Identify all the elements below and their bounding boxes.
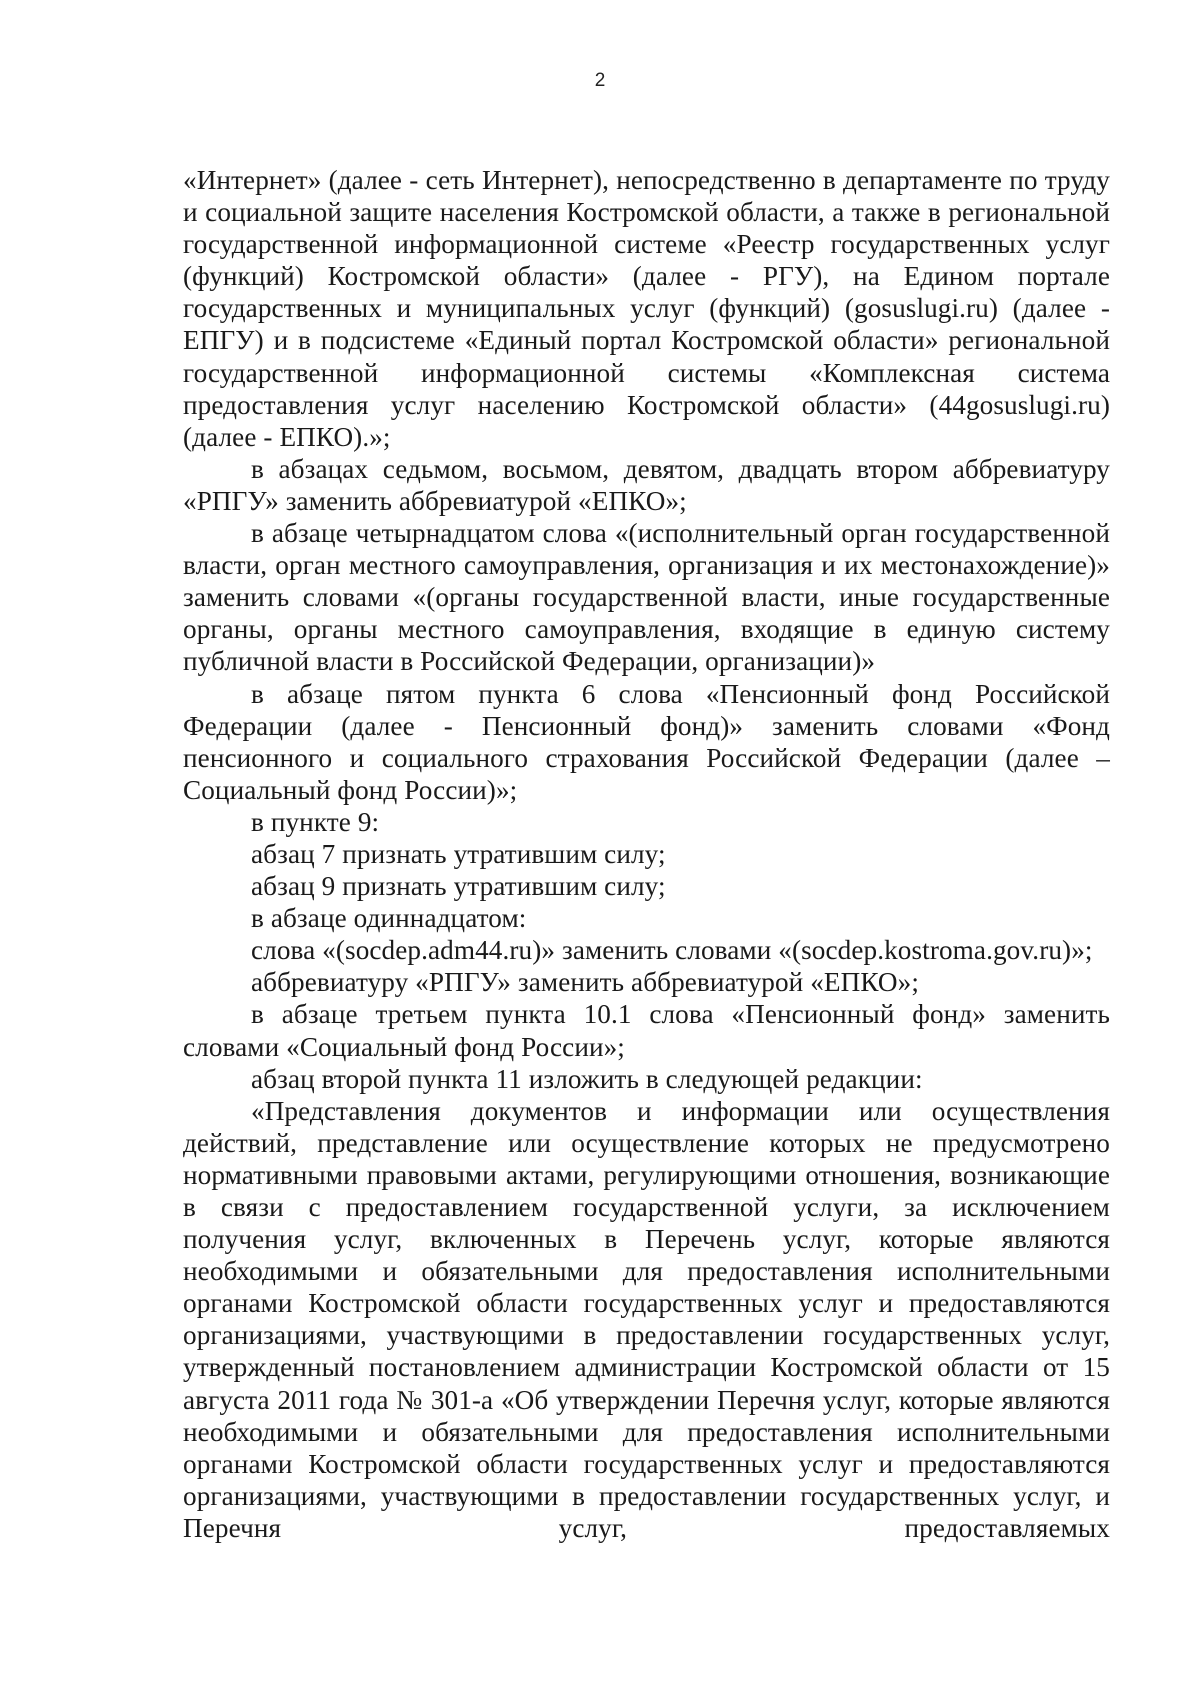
page-number: 2 [594, 70, 606, 91]
paragraph-abzac-7: абзац 7 признать утратившим силу; [251, 838, 666, 869]
paragraph-pension-fund: в абзаце пятом пункта 6 слова «Пенсионный фонд Российской Федерации (далее - Пенсионный фонд)» заменить словами «Фонд пенсионного и социального страхования Российской Федерации (далее – Социальный фонд России)»; [183, 678, 1110, 805]
paragraph-abbreviation-rpgu: в абзацах седьмом, восьмом, девятом, двадцать втором аббревиатуру «РПГУ» заменить аббревиатурой «ЕПКО»; [183, 453, 1110, 516]
paragraph-abbreviation-epko: аббревиатуру «РПГУ» заменить аббревиатурой «ЕПКО»; [251, 967, 919, 998]
paragraph-point-10-1: в абзаце третьем пункта 10.1 слова «Пенсионный фонд» заменить словами «Социальный фонд России»; [183, 999, 1110, 1062]
paragraph-point-9: в пункте 9: [251, 806, 380, 837]
paragraph-fourteenth: в абзаце четырнадцатом слова «(исполнительный орган государственной власти, орган местного самоуправления, организация и их местонахождение)» заменить словами «(органы государственной власти, иные государственные органы, органы местного самоуправления, входящие в единую систему публичной власти в Российской Федерации, организации)» [183, 518, 1110, 677]
paragraph-new-wording: «Представления документов и информации или осуществления действий, представление или осуществление которых не предусмотрено нормативными правовыми актами, регулирующими отношения, возникающие в связи с предоставлением государственной услуги, за исключением получения услуг, включенных в Перечень услуг, которые являются необходимыми и обязательными для предоставления исполнительными органами Костромской области государственных услуг и предоставляются организациями, участвующими в предоставлении государственных услуг, утвержденный постановлением администрации Костромской области от 15 августа 2011 года № 301-а «Об утверждении Перечня услуг, которые являются необходимыми и обязательными для предоставления исполнительными органами Костромской области государственных услуг и предоставляются организациями, участвующими в предоставлении государственных услуг, и Перечня услуг, предоставляемых [183, 1095, 1110, 1543]
document-body [183, 164, 1110, 1544]
paragraph-internet-continuation: «Интернет» (далее - сеть Интернет), непосредственно в департаменте по труду и социальной защите населения Костромской области, а также в региональной государственной информационной системе «Реестр государственных услуг (функций) Костромской области» (далее - РГУ), на Едином портале государственных и муниципальных услуг (функций) (gosuslugi.ru) (далее - ЕПГУ) и в подсистеме «Единый портал Костромской области» региональной государственной информационной системы «Комплексная система предоставления услуг населению Костромской области» (44gosuslugi.ru) (далее - ЕПКО).»; [183, 165, 1110, 452]
paragraph-socdep-words: слова «(socdep.adm44.ru)» заменить словами «(socdep.kostroma.gov.ru)»; [251, 935, 1093, 966]
paragraph-point-11: абзац второй пункта 11 изложить в следующей редакции: [251, 1063, 923, 1094]
paragraph-abzac-9: абзац 9 признать утратившим силу; [251, 871, 666, 902]
paragraph-eleventh: в абзаце одиннадцатом: [251, 903, 527, 934]
